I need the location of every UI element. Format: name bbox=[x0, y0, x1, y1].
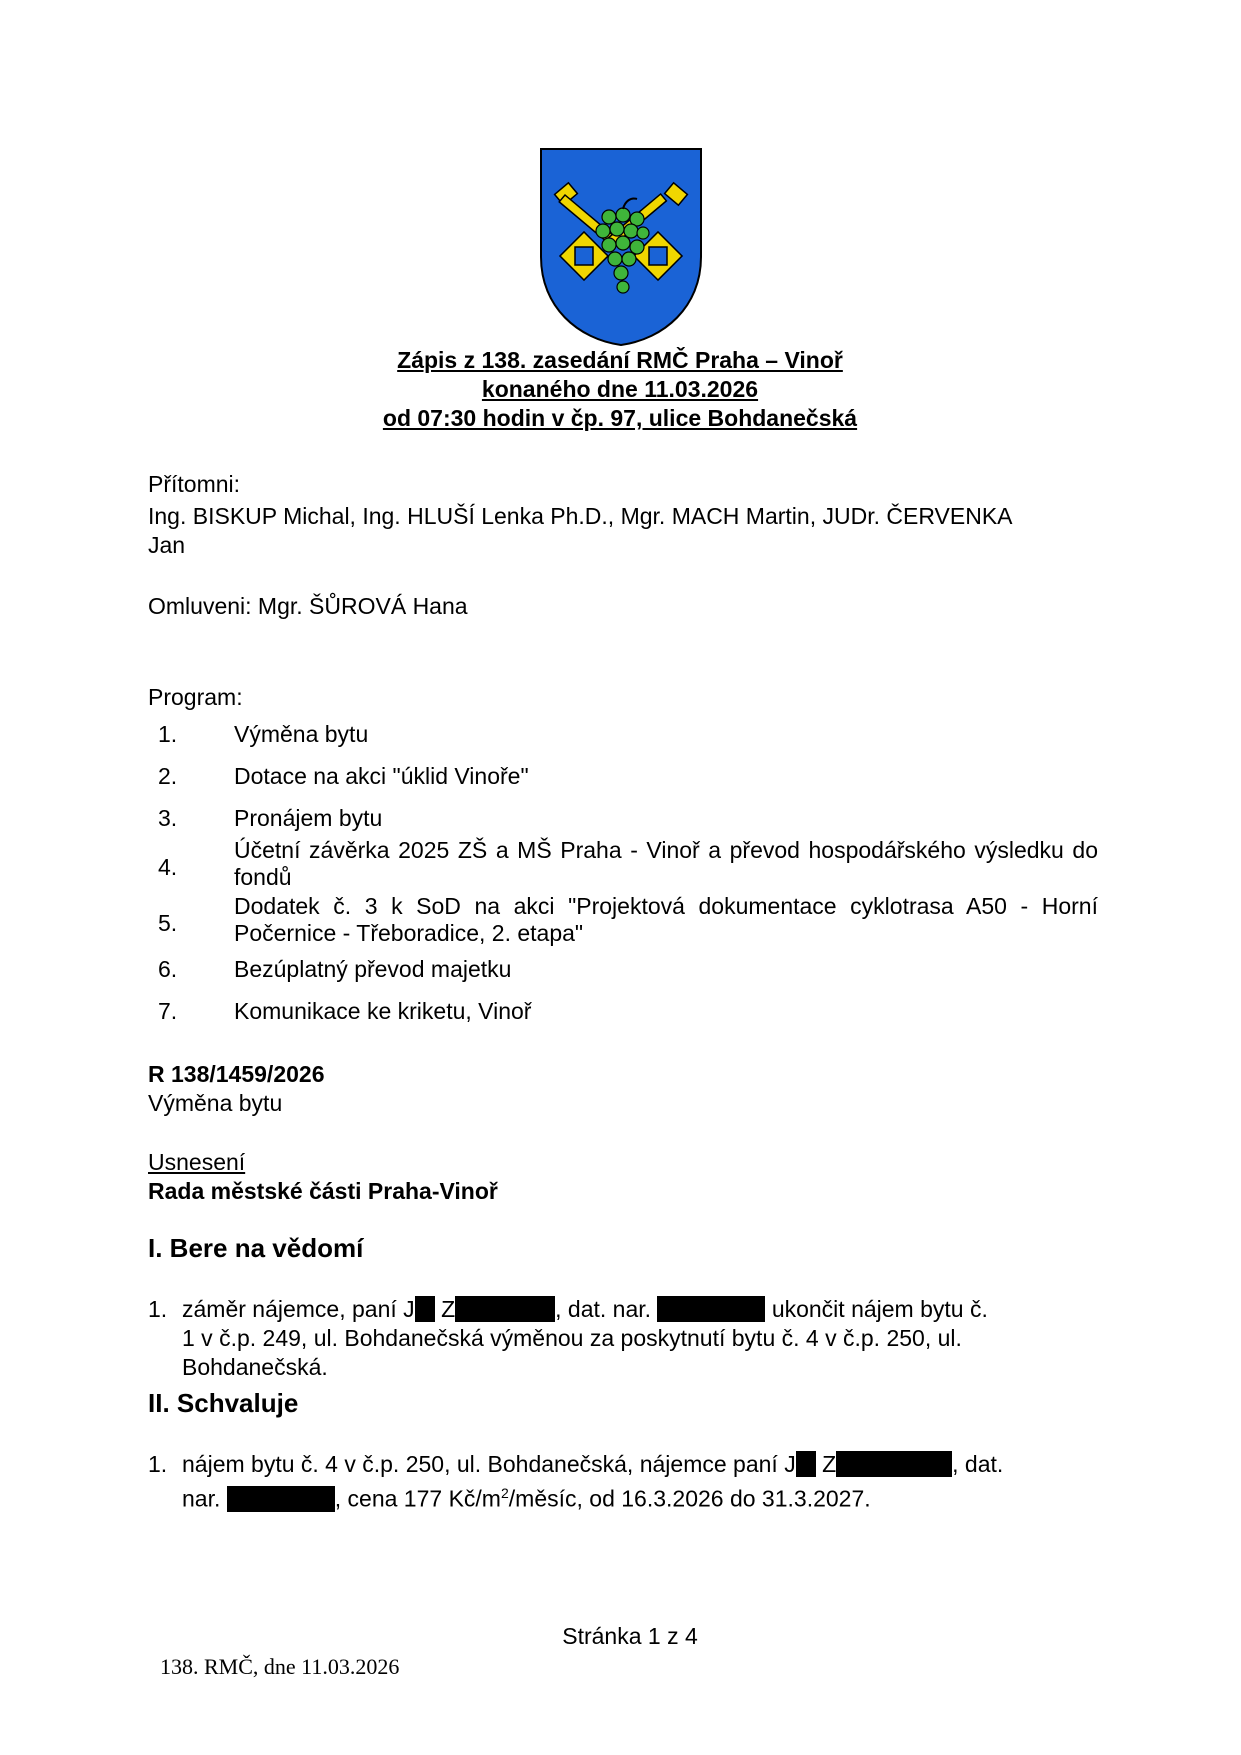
redaction-bar bbox=[836, 1451, 952, 1477]
document-title-line1: Zápis z 138. zasedání RMČ Praha – Vinoř bbox=[397, 347, 843, 373]
present-label: Přítomni: bbox=[148, 471, 241, 497]
page-number: Stránka 1 z 4 bbox=[562, 1623, 698, 1649]
redaction-bar bbox=[455, 1296, 555, 1322]
program-item-number: 2. bbox=[158, 763, 178, 789]
program-item-number: 6. bbox=[158, 956, 178, 982]
redaction-bar bbox=[415, 1296, 435, 1322]
program-item-text: Dotace na akci "úklid Vinoře" bbox=[234, 763, 529, 789]
section2-item-number: 1. bbox=[148, 1451, 168, 1477]
program-item-number: 1. bbox=[158, 721, 178, 747]
section1-item-number: 1. bbox=[148, 1296, 168, 1322]
present-list-line2: Jan bbox=[148, 532, 186, 558]
program-item-text: Výměna bytu bbox=[234, 721, 369, 747]
document-title-line2: konaného dne 11.03.2026 bbox=[481, 376, 759, 402]
council-name: Rada městské části Praha-Vinoř bbox=[148, 1178, 498, 1204]
resolution-subject: Výměna bytu bbox=[148, 1090, 283, 1116]
program-item-number: 3. bbox=[158, 805, 178, 831]
usneseni-label: Usnesení bbox=[148, 1149, 246, 1175]
document-title-line3: od 07:30 hodin v čp. 97, ulice Bohdanečská bbox=[382, 405, 858, 431]
text-fragment: Bohdanečská. bbox=[182, 1354, 328, 1380]
program-item-text: Komunikace ke kriketu, Vinoř bbox=[234, 998, 532, 1024]
text-fragment: záměr nájemce, paní J bbox=[182, 1296, 415, 1322]
resolution-number: R 138/1459/2026 bbox=[148, 1061, 325, 1087]
text-fragment: nájem bytu č. 4 v č.p. 250, ul. Bohdanečská, nájemce paní J bbox=[182, 1451, 796, 1477]
program-label: Program: bbox=[148, 684, 243, 710]
text-fragment: Z bbox=[441, 1296, 456, 1322]
present-list-line1: Ing. BISKUP Michal, Ing. HLUŠÍ Lenka Ph.D., Mgr. MACH Martin, JUDr. ČERVENKA bbox=[148, 503, 1013, 529]
section2-item-text bbox=[182, 1450, 1090, 1514]
text-fragment: , dat. bbox=[952, 1451, 1004, 1477]
program-item-number: 7. bbox=[158, 998, 178, 1024]
superscript: 2 bbox=[500, 1485, 509, 1501]
program-item-text: Účetní závěrka 2025 ZŠ a MŠ Praha - Vinoř a převod hospodářského výsledku do fondů bbox=[234, 837, 1098, 890]
text-fragment: , dat. nar. bbox=[555, 1296, 652, 1322]
text-fragment: 1 v č.p. 249, ul. Bohdanečská výměnou za poskytnutí bytu č. 4 v č.p. 250, ul. bbox=[182, 1325, 962, 1351]
text-fragment: nar. bbox=[182, 1485, 221, 1512]
text-fragment: , cena 177 Kč/m bbox=[334, 1485, 501, 1512]
section1-item-text bbox=[182, 1295, 1090, 1382]
redaction-bar bbox=[796, 1451, 816, 1477]
text-fragment: /měsíc, od 16.3.2026 do 31.3.2027. bbox=[508, 1485, 871, 1512]
redaction-bar bbox=[657, 1296, 765, 1322]
excused-line: Omluveni: Mgr. ŠŮROVÁ Hana bbox=[148, 593, 468, 619]
coat-of-arms-logo bbox=[539, 147, 703, 347]
program-item-text: Pronájem bytu bbox=[234, 805, 383, 831]
section-heading-approves: II. Schvaluje bbox=[148, 1388, 299, 1418]
footer-meeting-date: 138. RMČ, dne 11.03.2026 bbox=[160, 1654, 400, 1679]
section-heading-noted: I. Bere na vědomí bbox=[148, 1233, 364, 1263]
redaction-bar bbox=[227, 1486, 335, 1512]
program-item-text: Bezúplatný převod majetku bbox=[234, 956, 512, 982]
text-fragment: Z bbox=[822, 1451, 837, 1477]
program-item-number: 4. bbox=[158, 854, 178, 880]
text-fragment: ukončit nájem bytu č. bbox=[771, 1296, 988, 1322]
program-item-number: 5. bbox=[158, 910, 178, 936]
program-item-text: Dodatek č. 3 k SoD na akci "Projektová dokumentace cyklotrasa A50 - Horní Počernice - Třeboradice, 2. etapa" bbox=[234, 893, 1098, 946]
